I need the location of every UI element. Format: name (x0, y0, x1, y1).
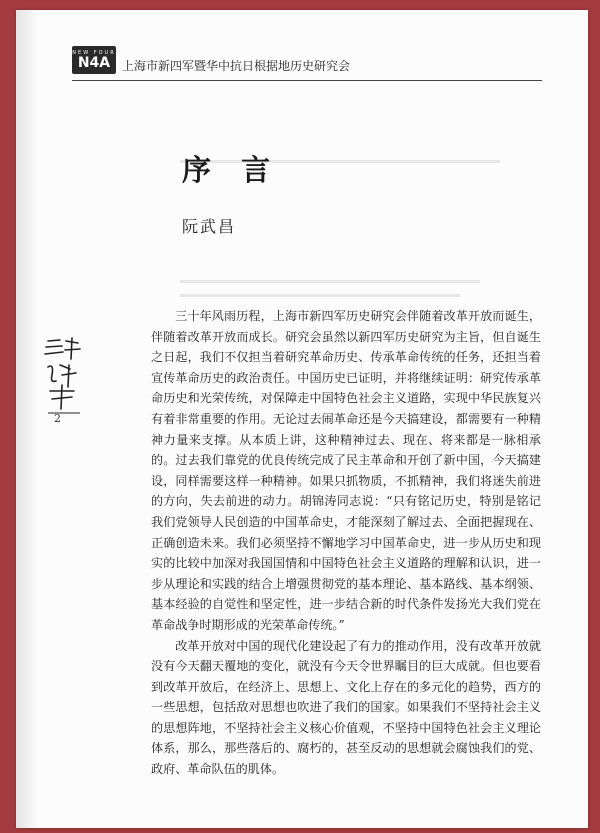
organization-name: 上海市新四军暨华中抗日根据地历史研究会 (122, 59, 351, 73)
page-title: 序 言 (182, 153, 281, 187)
book-spine-shadow (16, 10, 38, 828)
calligraphy-mark-icon (40, 335, 86, 415)
body-paragraph-2: 改革开放对中国的现代化建设起了有力的推动作用，没有改革开放就没有今天翻天覆地的变化，就没有今天令世界瞩目的巨大成就。但也要看到改革开放后，在经济上、思想上、文化上存在的多元化的趋势，西方的一些思想，包括敌对思想也吹进了我们的国家。如果我们不坚持社会主义的思想阵地，不坚持社会主义核心价值观，不坚持中国特色社会主义理论体系，那么，那些落后的、腐朽的，甚至反动的思想就会腐蚀我们的党、政府、革命队伍的肌体。 (151, 638, 541, 777)
document-body (151, 306, 541, 780)
author-name: 阮武昌 (182, 217, 237, 236)
page-number: 2 (54, 412, 61, 425)
logo-small-text: NEW FOUR (72, 49, 116, 56)
logo-main-text: N4A (77, 54, 111, 71)
header-divider (72, 80, 542, 81)
body-paragraph-1: 三十年风雨历程，上海市新四军历史研究会伴随着改革开放而诞生，伴随着改革开放而成长。研究会虽然以新四军历史研究为主旨，但自诞生之日起，我们不仅担当着研究革命历史、传承革命传统的任务，还担当着宣传革命历史的政治责任。中国历史已证明，并将继续证明：研究传承革命历史和光荣传统，对保障走中国特色社会主义道路，实现中华民族复兴有着非常重要的作用。无论过去闹革命还是今天搞建设，都需要有一种精神力量来支撑。从本质上讲，这种精神过去、现在、将来都是一脉相承的。过去我们靠党的优良传统完成了民主革命和开创了新中国，今天搞建设，同样需要这样一种精神。如果只抓物质，不抓精神，我们将迷失前进的方向，失去前进的动力。胡锦涛同志说：“只有铭记历史，特别是铭记我们党领导人民创造的中国革命史，才能深刻了解过去、全面把握现在、正确创造未来。我们必须坚持不懈地学习中国革命史，进一步从历史和现实的比较中加深对我国国情和中国特色社会主义道路的理解和认识，进一步从理论和实践的结合上增强贯彻党的基本理论、基本路线、基本纲领、基本经验的自觉性和坚定性，进一步结合新的时代条件发扬光大我们党在革命战争时期形成的光荣革命传统。” (151, 309, 541, 632)
n4a-logo (72, 46, 116, 74)
